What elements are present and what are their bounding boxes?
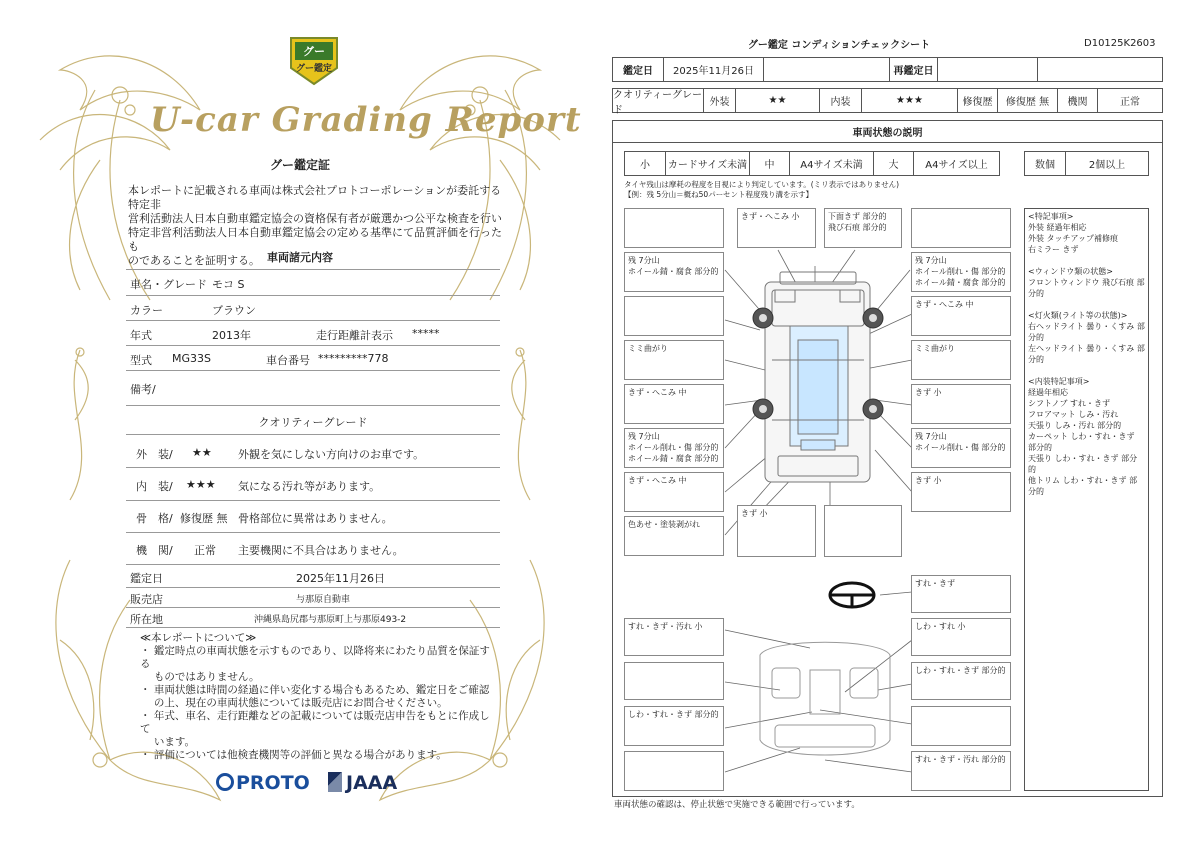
damage-box-interior: すれ・きず・汚れ 部分的	[911, 751, 1011, 791]
damage-box: きず 小	[911, 472, 1011, 512]
damage-box-steering: すれ・きず	[911, 575, 1011, 613]
damage-box-interior: しわ・すれ 小	[911, 618, 1011, 656]
damage-box	[911, 208, 1011, 248]
badge-text: グー鑑定	[295, 64, 332, 74]
damage-box: きず・へこみ 小	[737, 208, 816, 248]
script-title: U-car Grading Report	[150, 100, 582, 140]
goo-appraisal-badge	[285, 32, 343, 88]
jaaa-logo: JAAA	[328, 772, 397, 794]
damage-box	[624, 208, 724, 248]
quality-heading-row: クオリティーグレード	[126, 406, 500, 435]
damage-box	[824, 505, 902, 557]
damage-box-interior: しわ・すれ・きず 部分的	[624, 706, 724, 746]
spec-heading: 車両諸元内容	[267, 251, 333, 264]
damage-box-interior	[624, 751, 724, 791]
spec-row-year: 年式 2013年 走行距離計表示 *****	[126, 321, 500, 346]
proto-logo: PROTO	[216, 772, 310, 794]
svg-text:グー: グー	[303, 45, 325, 58]
tire-box-front-left: 残 7分山 ホイール錆・腐食 部分的	[624, 252, 724, 292]
count-legend: 数個 2個以上	[1024, 151, 1149, 176]
document-id: D10125K2603	[1084, 38, 1156, 49]
tire-note: タイヤ残山は摩耗の程度を目視により判定しています。(ミリ表示ではありません) 【例：残 5分山＝概ね50パーセント程度残り溝を示す】	[624, 180, 900, 199]
damage-box: ミミ曲がり	[624, 340, 724, 380]
grade-row-engine: 機 関/ 正常 主要機関に不具合はありません。	[126, 533, 500, 565]
steering-wheel-icon	[830, 583, 874, 607]
grade-row-interior: 内 装/ ★★★ 気になる汚れ等があります。	[126, 468, 500, 501]
report-notes: ≪本レポートについて≫ ・ 鑑定時点の車両状態を示すものであり、以降将来にわたり品質を保証する ものではありません。 ・ 車両状態は時間の経過に伴い変化する場合もあるため、鑑定日をご確認 の上、現在の車両状態については販売店にお問合せください。 ・ 年式、車名、走行距離などの記載については販売店申告をもとに作成して います。 ・ 評価については他検査機関等の評価と異なる場合があります。	[140, 632, 490, 761]
spec-row-color: カラー ブラウン	[126, 296, 500, 321]
damage-box: きず・へこみ 中	[624, 472, 724, 512]
damage-box: ミミ曲がり	[911, 340, 1011, 380]
grade-row-frame: 骨 格/ 修復歴 無 骨格部位に異常はありません。	[126, 501, 500, 533]
damage-box-interior: しわ・すれ・きず 部分的	[911, 662, 1011, 700]
dealer-row: 販売店 与那原自動車	[126, 588, 500, 608]
tire-box-rear-left: 残 7分山 ホイール削れ・傷 部分的 ホイール錆・腐食 部分的	[624, 428, 724, 468]
certificate-heading: グー鑑定証	[269, 158, 330, 172]
damage-box-interior	[911, 706, 1011, 746]
damage-box	[624, 296, 724, 336]
damage-box-interior	[624, 662, 724, 700]
spec-row-model: 型式 MG33S 車台番号 *********778	[126, 346, 500, 371]
damage-box: 色あせ・塗装剥がれ	[624, 516, 724, 556]
appraisal-date-row: 鑑定日 2025年11月26日	[126, 565, 500, 588]
sheet-footer: 車両状態の確認は、停止状態で実施できる範囲で行っています。	[614, 800, 860, 810]
damage-box: きず 小	[911, 384, 1011, 424]
size-legend: 小 カードサイズ未満 中 A4サイズ未満 大 A4サイズ以上	[624, 151, 1000, 176]
sheet-title: グー鑑定 コンディションチェックシート	[747, 40, 931, 51]
damage-box: 下面きず 部分的 飛び石痕 部分的	[824, 208, 902, 248]
tire-box-front-right: 残 7分山 ホイール削れ・傷 部分的 ホイール錆・腐食 部分的	[911, 252, 1011, 292]
date-row: 鑑定日 2025年11月26日 再鑑定日	[612, 57, 1163, 82]
tire-box-rear-right: 残 7分山 ホイール削れ・傷 部分的	[911, 428, 1011, 468]
certificate-intro: 本レポートに記載される車両は株式会社プロトコーポレーションが委託する特定非 営利活動法人日本自動車鑑定協会の資格保有者が厳選かつ公平な検査を行い 特定非営利活動法人日本自動車鑑定協会の定める基準にて品質評価を行ったも のであることを証明する。	[128, 184, 502, 267]
quality-grade-row: クオリティーグレード 外装 ★★ 内装 ★★★ 修復歴 修復歴 無 機関 正常	[612, 88, 1163, 113]
location-row: 所在地 沖縄県島尻郡与那原町上与那原493-2	[126, 608, 500, 628]
damage-box: きず・へこみ 中	[624, 384, 724, 424]
special-notes-panel: <特記事項> 外装 経過年相応 外装 タッチアップ補修痕 右ミラー きず <ウィンドウ類の状態> フロントウィンドウ 飛び石痕 部分的 <灯火類(ライト等の状態)> 右ヘッドライト 曇り・くすみ 部分的 左ヘッドライト 曇り・くすみ 部分的 <内装特記事項> 経過年相応 シフトノブ すれ・きず フロアマット しみ・汚れ 天張り しみ・汚れ 部分的 カーペット しわ・すれ・きず 部分的 天張り しわ・すれ・きず 部分的 他トリム しわ・すれ・きず 部分的	[1024, 208, 1149, 791]
damage-box: きず・へこみ 中	[911, 296, 1011, 336]
spec-row-remarks: 備考/	[126, 371, 500, 406]
damage-box: きず 小	[737, 505, 816, 557]
grade-row-exterior: 外 装/ ★★ 外観を気にしない方向けのお車です。	[126, 435, 500, 468]
damage-box-interior: すれ・きず・汚れ 小	[624, 618, 724, 656]
spec-row-car-name: 車名・グレード モコ S	[126, 271, 500, 296]
condition-check-sheet	[600, 0, 1200, 848]
description-heading: 車両状態の説明	[612, 120, 1163, 143]
